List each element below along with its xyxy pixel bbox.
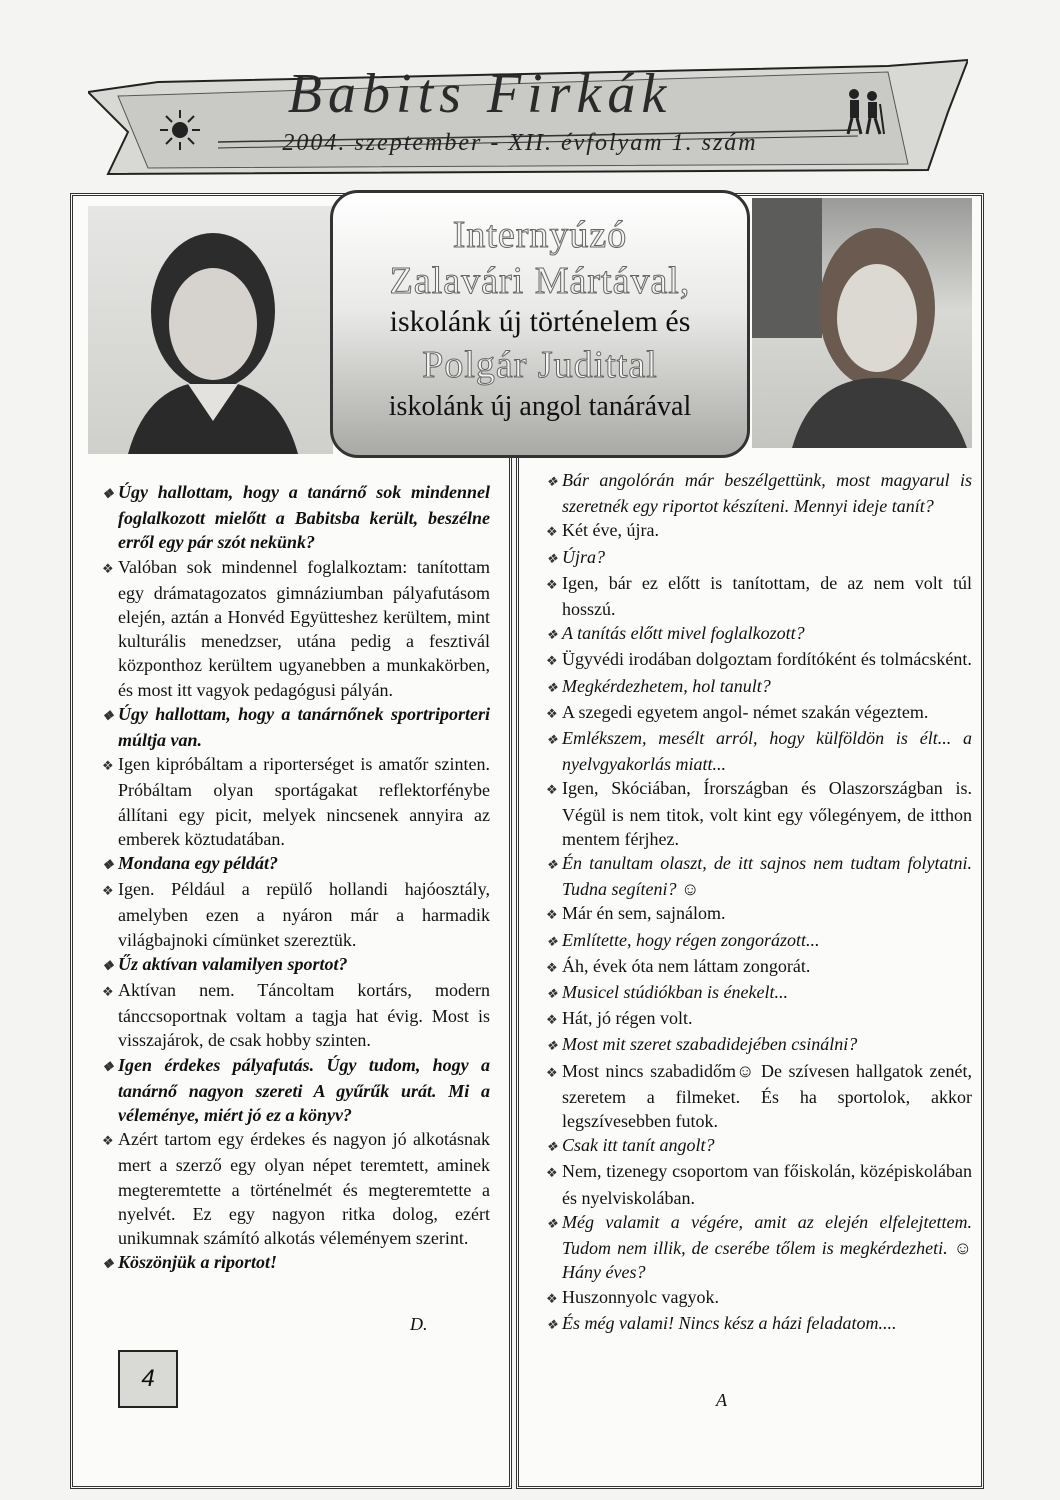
bullet-icon: ❖ [546, 1012, 558, 1028]
interview-question [546, 726, 972, 776]
paragraph-text: Űz aktívan valamilyen sportot? [118, 953, 348, 974]
left-signature: D. [410, 1314, 428, 1334]
interview-answer [546, 901, 972, 927]
paragraph-text: Újra? [562, 546, 606, 567]
paragraph-text: Áh, évek óta nem láttam zongorát. [562, 955, 811, 976]
bullet-icon: ❖ [102, 707, 114, 723]
teacher-photo-polgar [752, 198, 972, 448]
paragraph-text: Aktívan nem. Táncoltam kortárs, modern tánccsoportnak voltam a tagja hat évig. Most is visszajárok, de csak hobby szinten. [118, 980, 490, 1051]
paragraph-text: Úgy hallottam, hogy a tanárnőnek sportriporteri múltja van. [118, 703, 490, 751]
interview-answer [102, 877, 490, 952]
paragraph-text: Úgy hallottam, hogy a tanárnő sok mindennel foglalkozott mielőtt a Babitsba került, beszélne erről egy pár szót nekünk? [118, 482, 490, 553]
page-number: 4 [118, 1350, 178, 1408]
teacher-photo-zalavari [88, 206, 333, 454]
paragraph-text: Musicel stúdiókban is énekelt... [562, 982, 788, 1003]
interview-right-column [546, 468, 972, 1337]
interview-question [102, 1250, 490, 1276]
paragraph-text: Igen. Például a repülő hollandi hajóosztály, amelyben ezen a nyáron már a harmadik világbajnoki címünket szereztük. [118, 879, 490, 950]
paragraph-text: Nem, tizenegy csoportom van főiskolán, középiskolában és nyelviskolában. [562, 1161, 972, 1208]
interview-answer [546, 776, 972, 851]
interview-answer [546, 700, 972, 726]
interview-answer [546, 1059, 972, 1134]
paragraph-text: Hát, jó régen volt. [562, 1008, 693, 1029]
bullet-icon: ❖ [546, 959, 558, 975]
bullet-icon: ❖ [546, 550, 558, 566]
paragraph-text: Csak itt tanít angolt? [562, 1135, 715, 1156]
interview-question [546, 545, 972, 571]
paragraph-text: Igen, bár ez előtt is tanítottam, de az nem volt túl hosszú. [562, 572, 972, 620]
paragraph-text: A szegedi egyetem angol- német szakán végeztem. [562, 701, 929, 722]
paragraph-text: Említette, hogy régen zongorázott... [562, 929, 820, 950]
interview-question [102, 702, 490, 752]
paragraph-text: Még valamit a végére, amit az elején elfelejtettem. Tudom nem illik, de cserébe tőlem is megkérdezheti. ☺Hány éves? [562, 1211, 972, 1283]
interview-answer [102, 978, 490, 1053]
issue-info: 2004. szeptember - XII. évfolyam 1. szám [282, 130, 758, 156]
bullet-icon: ❖ [546, 1064, 558, 1080]
interview-question [102, 952, 490, 978]
bullet-icon: ❖ [102, 560, 114, 576]
bullet-icon: ❖ [546, 1038, 558, 1054]
bullet-icon: ❖ [546, 907, 558, 923]
interview-answer [102, 1127, 490, 1250]
paragraph-text: Valóban sok mindennel foglalkoztam: tanítottam egy drámatagozatos gimnáziumban pályafutásom elején, aztán a Honvéd Együtteshez kerültem, mint kulturális menedzser, utána pedig a fesztivál központhoz kerültem ugyanebben a munkakörben, és most itt vagyok pedagógusi pályán. [118, 556, 490, 700]
title-polgar: Polgár Judittal [422, 344, 658, 386]
bullet-icon: ❖ [546, 576, 558, 592]
title-zalavari: Zalavári Mártával, [389, 260, 691, 302]
paragraph-text: Most nincs szabadidőm☺ De szívesen hallgatok zenét, szeretem a filmeket. És ha sportolok, akkor legszívesebben futok. [562, 1060, 972, 1132]
bullet-icon: ❖ [546, 474, 558, 489]
bullet-icon: ❖ [546, 524, 558, 540]
interview-question [546, 674, 972, 700]
interview-question [546, 1032, 972, 1058]
interview-question [102, 480, 490, 555]
bullet-icon: ❖ [546, 705, 558, 721]
paragraph-text: Már én sem, sajnálom. [562, 903, 726, 924]
interview-question [546, 1311, 972, 1337]
right-signature: A [716, 1390, 727, 1410]
bullet-icon: ❖ [546, 1290, 558, 1306]
paragraph-text: Én tanultam olaszt, de itt sajnos nem tudtam folytatni. Tudna segíteni? ☺ [562, 853, 972, 900]
bullet-icon: ❖ [546, 1139, 558, 1155]
bullet-icon: ❖ [546, 857, 558, 873]
bullet-icon: ❖ [102, 758, 114, 774]
paragraph-text: Mondana egy példát? [118, 853, 278, 874]
interview-question [546, 980, 972, 1006]
interview-question [546, 468, 972, 518]
interview-answer [546, 954, 972, 980]
interview-answer [546, 571, 972, 621]
bullet-icon: ❖ [546, 627, 558, 643]
bullet-icon: ❖ [546, 933, 558, 949]
bullet-icon: ❖ [102, 957, 114, 973]
paragraph-text: Megkérdezhetem, hol tanult? [562, 675, 771, 696]
title-subject-history: iskolánk új történelem és [389, 305, 691, 338]
interview-answer [546, 518, 972, 544]
interview-left-column [102, 480, 490, 1277]
interview-title-box [330, 190, 750, 458]
paragraph-text: Igen kipróbáltam a riporterséget is amatőr szinten. Próbáltam olyan sportágakat reflektorfénybe állítani egy picit, melyek nincsenek annyira az emberek köztudatában. [118, 754, 490, 849]
bullet-icon: ❖ [102, 1058, 114, 1074]
title-subject-english: iskolánk új angol tanárával [388, 391, 692, 422]
interview-answer [102, 555, 490, 702]
paragraph-text: Köszönjük a riportot! [118, 1252, 278, 1273]
paragraph-text: Igen, Skóciában, Írországban és Olaszországban is. Végül is nem titok, volt kint egy vőlegényem, de itthon mentem férjhez. [562, 778, 972, 849]
interview-answer [546, 1006, 972, 1032]
bullet-icon: ❖ [102, 1133, 114, 1149]
interview-answer [102, 752, 490, 851]
paragraph-text: Huszonnyolc vagyok. [562, 1286, 719, 1307]
walkers-icon [840, 86, 886, 136]
bullet-icon: ❖ [546, 1316, 558, 1332]
interview-question [546, 1210, 972, 1285]
paragraph-text: Igen érdekes pályafutás. Úgy tudom, hogy a tanárnő nagyon szereti A gyűrűk urát. Mi a véleménye, miért jó ez a könyv? [118, 1054, 490, 1126]
interview-question [102, 851, 490, 877]
bullet-icon: ❖ [546, 782, 558, 798]
bullet-icon: ❖ [102, 1256, 114, 1272]
bullet-icon: ❖ [546, 1165, 558, 1181]
interview-question [546, 621, 972, 647]
paragraph-text: Két éve, újra. [562, 520, 659, 541]
newspaper-title: Babits Firkák [287, 63, 673, 125]
interview-question [546, 1133, 972, 1159]
paragraph-text: És még valami! Nincs kész a házi feladatom.... [562, 1312, 897, 1333]
paragraph-text: Bár angolórán már beszélgettünk, most magyarul is szeretnék egy riportot készíteni. Mennyi ideje tanít? [562, 470, 972, 517]
interview-answer [546, 647, 972, 673]
paragraph-text: Emlékszem, mesélt arról, hogy külföldön is élt... a nyelvgyakorlás miatt... [562, 728, 972, 775]
interview-question [102, 1053, 490, 1128]
bullet-icon: ❖ [102, 486, 114, 501]
paragraph-text: Ügyvédi irodában dolgoztam fordítóként és tolmácsként. [562, 649, 972, 670]
bullet-icon: ❖ [102, 883, 114, 899]
bullet-icon: ❖ [102, 857, 114, 873]
paragraph-text: Most mit szeret szabadidejében csinálni? [562, 1034, 858, 1055]
bullet-icon: ❖ [546, 732, 558, 748]
interview-question [546, 851, 972, 901]
sun-icon [158, 108, 202, 152]
paragraph-text: A tanítás előtt mivel foglalkozott? [562, 623, 805, 644]
paragraph-text: Azért tartom egy érdekes és nagyon jó alkotásnak mert a szerző egy olyan népet teremtett, aminek megteremtette a történelmét és megteremtette a nyelvét. Ez egy nagyon ritka dolog, ezért unikumnak számító alkotás véleményem szerint. [118, 1129, 490, 1249]
interview-answer [546, 1159, 972, 1209]
bullet-icon: ❖ [546, 986, 558, 1002]
interview-answer [546, 1285, 972, 1311]
bullet-icon: ❖ [546, 653, 558, 669]
interview-question [546, 928, 972, 954]
bullet-icon: ❖ [102, 984, 114, 1000]
bullet-icon: ❖ [546, 1215, 558, 1231]
bullet-icon: ❖ [546, 679, 558, 695]
title-internyuzo: Internyúzó [452, 214, 628, 256]
